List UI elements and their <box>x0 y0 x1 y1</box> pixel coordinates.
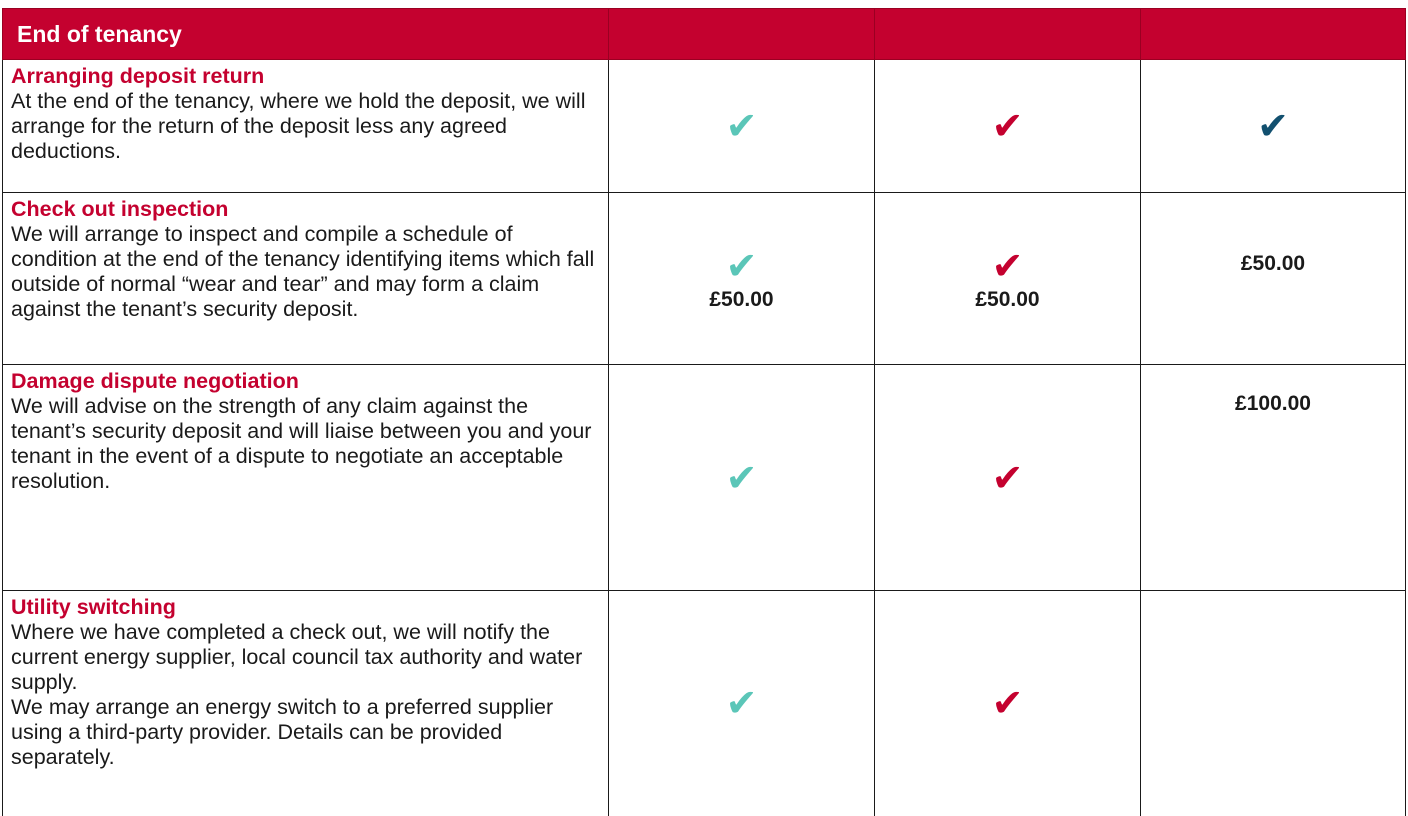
check-icon: ✔ <box>725 681 758 726</box>
package-2-cell <box>875 60 1141 193</box>
service-title: Arranging deposit return <box>11 64 265 88</box>
check-icon: ✔ <box>991 243 1024 288</box>
service-description-cell <box>3 193 609 365</box>
package-2-cell <box>875 193 1141 365</box>
package-2-cell <box>875 591 1141 816</box>
service-title: Utility switching <box>11 595 176 619</box>
package-1-cell <box>609 193 875 365</box>
package-2-cell <box>875 365 1141 591</box>
price-label: £50.00 <box>1240 252 1306 275</box>
price-label: £100.00 <box>1235 392 1311 415</box>
package-1-cell <box>609 365 875 591</box>
service-body: We will arrange to inspect and compile a schedule of condition at the end of the tenancy identifying items which fall outside of normal “wear and tear” and may form a claim against the tenant’s security deposit. <box>11 222 595 321</box>
check-icon: ✔ <box>991 681 1024 726</box>
package-3-cell <box>1141 365 1406 591</box>
check-icon: ✔ <box>725 455 758 500</box>
table-row <box>3 193 1406 365</box>
package-3-cell <box>1141 193 1406 365</box>
service-description-cell <box>3 365 609 591</box>
price-label: £50.00 <box>709 287 774 311</box>
service-description-cell <box>3 591 609 816</box>
table-row <box>3 365 1406 591</box>
check-icon: ✔ <box>991 455 1024 500</box>
table-row <box>3 60 1406 193</box>
header-cell-package-1 <box>609 9 875 60</box>
service-description-cell <box>3 60 609 193</box>
header-cell-package-3 <box>1141 9 1406 60</box>
service-title: Check out inspection <box>11 197 229 221</box>
check-icon: ✔ <box>725 104 758 148</box>
package-3-cell <box>1141 591 1406 816</box>
check-icon: ✔ <box>725 243 758 288</box>
table-row <box>3 591 1406 816</box>
section-header-row <box>3 9 1406 60</box>
service-body: Where we have completed a check out, we will notify the current energy supplier, local council tax authority and water supply. We may arrange an energy switch to a preferred supplier using a third-party provider. Details can be provided separately. <box>11 620 583 769</box>
price-label: £50.00 <box>975 287 1040 311</box>
header-cell-package-2 <box>875 9 1141 60</box>
check-icon: ✔ <box>991 104 1024 148</box>
end-of-tenancy-table <box>2 8 1406 816</box>
package-1-cell <box>609 591 875 816</box>
package-3-cell <box>1141 60 1406 193</box>
check-icon: ✔ <box>1257 104 1289 148</box>
service-title: Damage dispute negotiation <box>11 369 299 393</box>
package-1-cell <box>609 60 875 193</box>
section-title: End of tenancy <box>3 9 609 60</box>
service-body: We will advise on the strength of any claim against the tenant’s security deposit and will liaise between you and your tenant in the event of a dispute to negotiate an acceptable resolution. <box>11 394 592 493</box>
service-body: At the end of the tenancy, where we hold the deposit, we will arrange for the return of the deposit less any agreed deductions. <box>11 89 586 163</box>
